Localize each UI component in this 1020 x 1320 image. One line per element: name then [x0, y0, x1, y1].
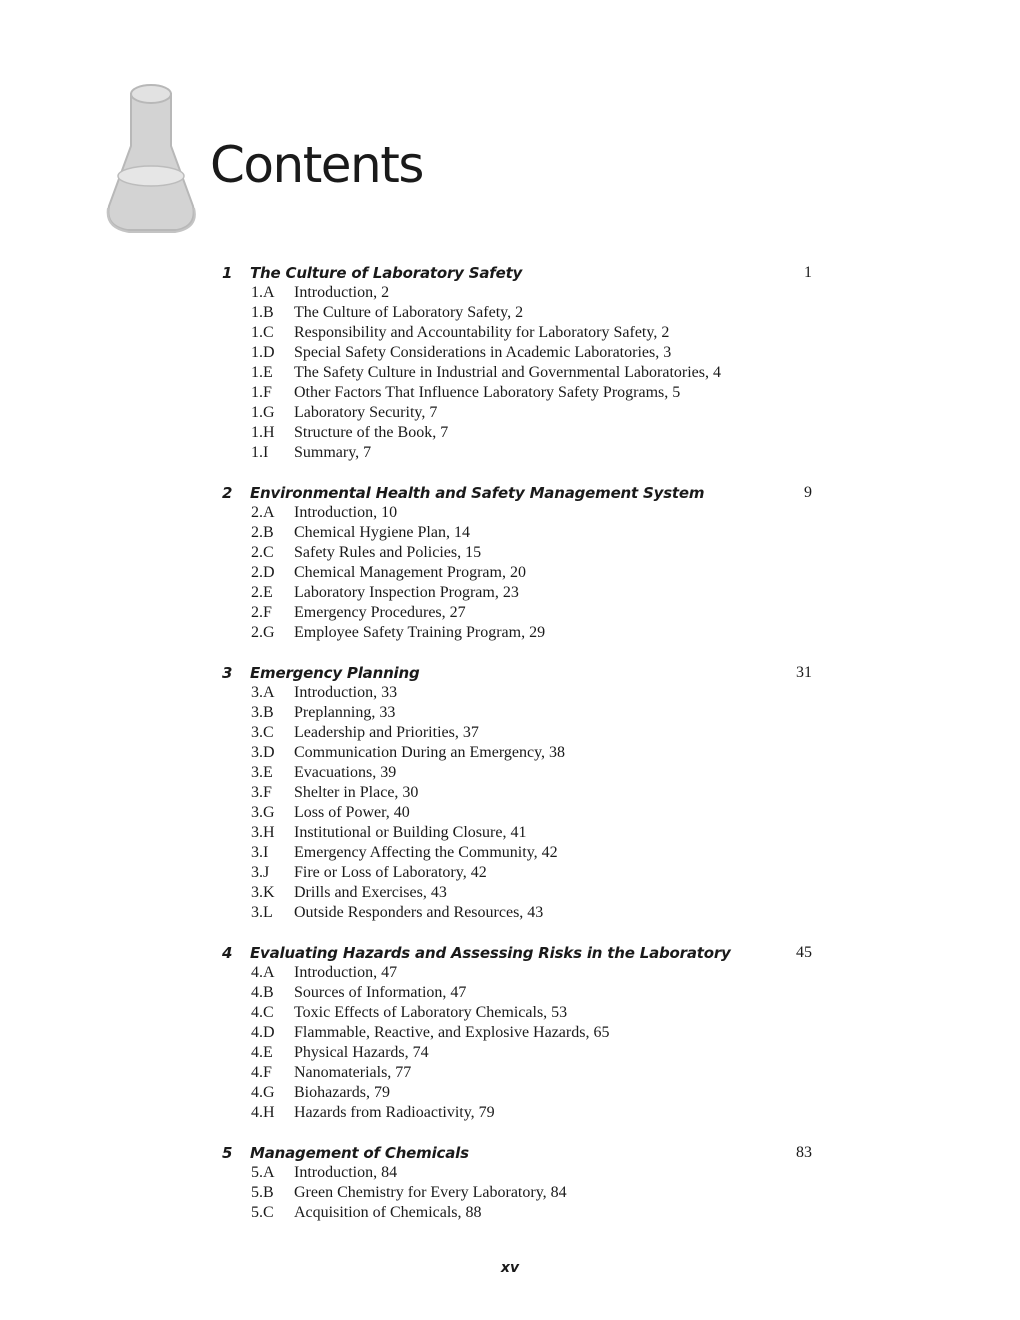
section-entry[interactable] — [222, 783, 812, 803]
section-number: 4.H — [251, 1104, 275, 1121]
section-number: 3.J — [251, 864, 270, 881]
section-number: 3.D — [251, 744, 275, 761]
section-entry[interactable] — [222, 363, 812, 383]
section-title: Emergency Affecting the Community, 42 — [294, 844, 558, 861]
chapter-heading[interactable] — [222, 1143, 812, 1163]
section-number: 5.C — [251, 1204, 274, 1221]
section-title: Hazards from Radioactivity, 79 — [294, 1104, 495, 1121]
section-number: 3.E — [251, 764, 273, 781]
section-title: Flammable, Reactive, and Explosive Hazards, 65 — [294, 1024, 610, 1041]
chapter-title: Evaluating Hazards and Assessing Risks in the Laboratory — [250, 944, 731, 962]
section-number: 3.L — [251, 904, 273, 921]
section-entry[interactable] — [222, 1063, 812, 1083]
section-entry[interactable] — [222, 403, 812, 423]
section-title: Safety Rules and Policies, 15 — [294, 544, 482, 561]
section-title: Outside Responders and Resources, 43 — [294, 904, 544, 921]
section-entry[interactable] — [222, 1203, 812, 1223]
section-title: Laboratory Security, 7 — [294, 404, 438, 421]
section-entry[interactable] — [222, 443, 812, 463]
section-entry[interactable] — [222, 563, 812, 583]
section-title: Introduction, 2 — [294, 284, 390, 301]
section-title: Institutional or Building Closure, 41 — [294, 824, 527, 841]
section-entry[interactable] — [222, 803, 812, 823]
section-number: 5.A — [251, 1164, 275, 1181]
section-title: Physical Hazards, 74 — [294, 1044, 429, 1061]
section-number: 1.F — [251, 384, 272, 401]
section-entry[interactable] — [222, 503, 812, 523]
chapter-title: The Culture of Laboratory Safety — [250, 264, 523, 282]
chapter-heading[interactable] — [222, 483, 812, 503]
section-title: Sources of Information, 47 — [294, 984, 467, 1001]
section-number: 1.H — [251, 424, 275, 441]
section-number: 3.K — [251, 884, 275, 901]
chapter-block — [222, 1143, 812, 1223]
page-number: xv — [500, 1260, 520, 1276]
section-title: Employee Safety Training Program, 29 — [294, 624, 546, 641]
section-entry[interactable] — [222, 1163, 812, 1183]
section-number: 3.G — [251, 804, 275, 821]
section-entry[interactable] — [222, 423, 812, 443]
section-number: 3.C — [251, 724, 274, 741]
section-entry[interactable] — [222, 883, 812, 903]
section-entry[interactable] — [222, 703, 812, 723]
chapter-block — [222, 663, 812, 923]
section-entry[interactable] — [222, 843, 812, 863]
section-number: 3.I — [251, 844, 269, 861]
section-number: 2.E — [251, 584, 273, 601]
section-title: Preplanning, 33 — [294, 704, 396, 721]
section-number: 4.G — [251, 1084, 275, 1101]
section-entry[interactable] — [222, 683, 812, 703]
section-title: Laboratory Inspection Program, 23 — [294, 584, 519, 601]
section-title: Fire or Loss of Laboratory, 42 — [294, 864, 487, 881]
section-title: Evacuations, 39 — [294, 764, 397, 781]
section-title: Biohazards, 79 — [294, 1084, 390, 1101]
section-title: Chemical Management Program, 20 — [294, 564, 526, 581]
section-title: Chemical Hygiene Plan, 14 — [294, 524, 470, 541]
chapter-block — [222, 263, 812, 463]
section-title: Summary, 7 — [294, 444, 372, 461]
section-number: 3.F — [251, 784, 272, 801]
section-number: 5.B — [251, 1184, 274, 1201]
section-number: 1.B — [251, 304, 274, 321]
section-number: 3.H — [251, 824, 275, 841]
section-title: Nanomaterials, 77 — [294, 1064, 412, 1081]
chapter-heading[interactable] — [222, 663, 812, 683]
section-number: 4.C — [251, 1004, 274, 1021]
section-number: 1.A — [251, 284, 275, 301]
section-title: The Safety Culture in Industrial and Governmental Laboratories, 4 — [294, 364, 721, 381]
chapter-block — [222, 943, 812, 1123]
chapter-number: 3 — [222, 664, 233, 682]
flask-icon — [103, 80, 199, 236]
section-entry[interactable] — [222, 823, 812, 843]
section-entry[interactable] — [222, 763, 812, 783]
chapter-title: Emergency Planning — [250, 664, 420, 682]
section-number: 2.D — [251, 564, 275, 581]
section-number: 3.B — [251, 704, 274, 721]
section-number: 2.B — [251, 524, 274, 541]
section-title: Other Factors That Influence Laboratory Safety Programs, 5 — [294, 384, 681, 401]
chapter-title: Management of Chemicals — [250, 1144, 469, 1162]
section-number: 4.B — [251, 984, 274, 1001]
section-title: Introduction, 47 — [294, 964, 398, 981]
section-entry[interactable] — [222, 743, 812, 763]
chapter-number: 1 — [222, 264, 233, 282]
section-entry[interactable] — [222, 723, 812, 743]
chapter-page: 45 — [796, 944, 812, 961]
section-entry[interactable] — [222, 283, 812, 303]
chapter-page: 9 — [804, 484, 812, 501]
section-title: Leadership and Priorities, 37 — [294, 724, 479, 741]
section-title: Green Chemistry for Every Laboratory, 84 — [294, 1184, 567, 1201]
section-title: Shelter in Place, 30 — [294, 784, 419, 801]
chapter-title: Environmental Health and Safety Management System — [250, 484, 705, 502]
section-title: Loss of Power, 40 — [294, 804, 410, 821]
section-entry[interactable] — [222, 523, 812, 543]
section-number: 4.E — [251, 1044, 273, 1061]
section-entry[interactable] — [222, 323, 812, 343]
section-number: 4.F — [251, 1064, 272, 1081]
section-number: 4.D — [251, 1024, 275, 1041]
section-number: 1.C — [251, 324, 274, 341]
chapter-page: 31 — [796, 664, 812, 681]
section-entry[interactable] — [222, 1003, 812, 1023]
section-entry[interactable] — [222, 543, 812, 563]
section-title: Introduction, 84 — [294, 1164, 398, 1181]
section-number: 1.I — [251, 444, 269, 461]
section-title: Responsibility and Accountability for Laboratory Safety, 2 — [294, 324, 670, 341]
section-number: 2.G — [251, 624, 275, 641]
section-title: Emergency Procedures, 27 — [294, 604, 466, 621]
section-number: 4.A — [251, 964, 275, 981]
section-entry[interactable] — [222, 583, 812, 603]
chapter-heading[interactable] — [222, 263, 812, 283]
section-title: Structure of the Book, 7 — [294, 424, 449, 441]
section-entry[interactable] — [222, 343, 812, 363]
section-title: Special Safety Considerations in Academic Laboratories, 3 — [294, 344, 672, 361]
section-entry[interactable] — [222, 1083, 812, 1103]
section-entry[interactable] — [222, 903, 812, 923]
section-entry[interactable] — [222, 863, 812, 883]
section-number: 1.E — [251, 364, 273, 381]
page-title: Contents — [210, 136, 423, 194]
chapter-page: 83 — [796, 1144, 812, 1161]
section-entry[interactable] — [222, 983, 812, 1003]
section-entry[interactable] — [222, 1183, 812, 1203]
section-entry[interactable] — [222, 603, 812, 623]
section-entry[interactable] — [222, 963, 812, 983]
section-entry[interactable] — [222, 1043, 812, 1063]
section-title: Introduction, 33 — [294, 684, 398, 701]
section-number: 2.F — [251, 604, 272, 621]
chapter-heading[interactable] — [222, 943, 812, 963]
section-entry[interactable] — [222, 1103, 812, 1123]
chapter-block — [222, 483, 812, 643]
section-number: 2.C — [251, 544, 274, 561]
chapter-number: 4 — [222, 944, 233, 962]
section-title: Introduction, 10 — [294, 504, 398, 521]
chapter-number: 2 — [222, 484, 233, 502]
section-title: Communication During an Emergency, 38 — [294, 744, 566, 761]
section-title: The Culture of Laboratory Safety, 2 — [294, 304, 524, 321]
section-title: Toxic Effects of Laboratory Chemicals, 53 — [294, 1004, 568, 1021]
table-of-contents — [222, 263, 812, 1243]
section-entry[interactable] — [222, 1023, 812, 1043]
section-title: Drills and Exercises, 43 — [294, 884, 447, 901]
section-number: 2.A — [251, 504, 275, 521]
section-number: 3.A — [251, 684, 275, 701]
chapter-page: 1 — [804, 264, 812, 281]
section-entry[interactable] — [222, 383, 812, 403]
section-number: 1.D — [251, 344, 275, 361]
section-entry[interactable] — [222, 623, 812, 643]
section-number: 1.G — [251, 404, 275, 421]
section-entry[interactable] — [222, 303, 812, 323]
section-title: Acquisition of Chemicals, 88 — [294, 1204, 482, 1221]
chapter-number: 5 — [222, 1144, 233, 1162]
